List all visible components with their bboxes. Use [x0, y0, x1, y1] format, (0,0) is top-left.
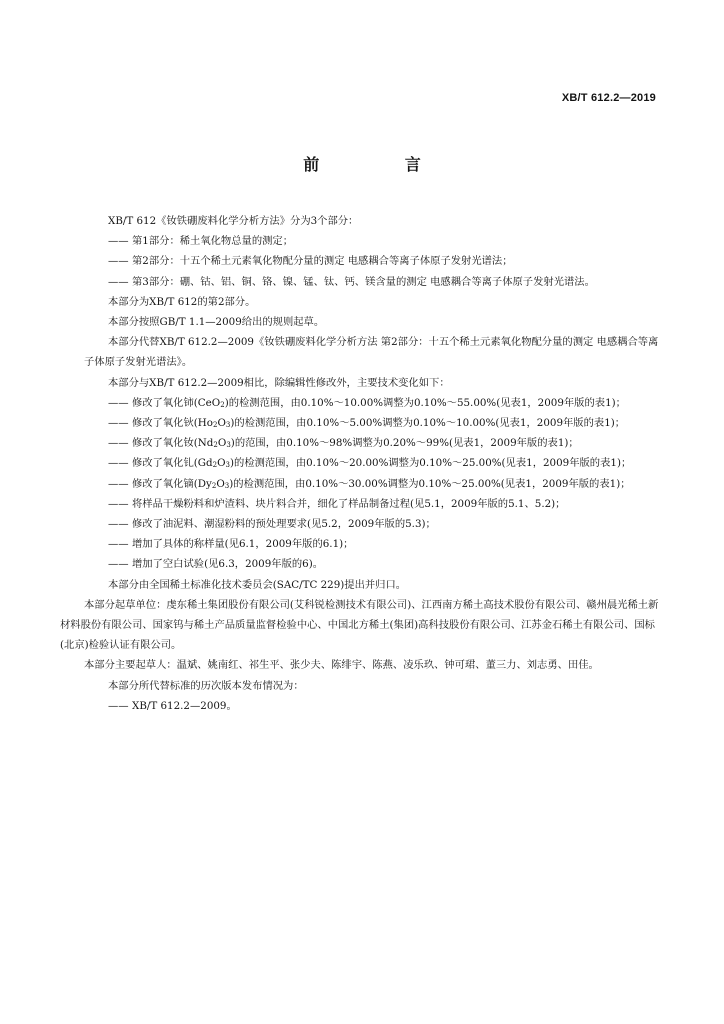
dash-marker: —— — [108, 477, 129, 490]
list-item — [84, 413, 659, 433]
list-item-text: 修改了油泥料、潮湿粉料的预处理要求(见5.2，2009年版的5.3)； — [132, 518, 436, 531]
list-item-text: 修改了氧化铈(CeO$_2$)的检测范围，由0.10%～10.00%调整为0.10%～55.00%(见表1，2009年版的表1)； — [132, 396, 626, 409]
paragraph: 本部分主要起草人：温斌、姚南红、祁生平、张少夫、陈绯宇、陈燕、凌乐玖、钟可珺、董三力、刘志勇、田佳。 — [84, 659, 599, 672]
dash-marker: —— — [108, 417, 129, 430]
list-item-text: 修改了氧化镝$(Dy_2O_3)$的检测范围，由0.10%～30.00%调整为0.10%～25.00%(见表1，2009年版的表1)； — [132, 477, 631, 490]
list-item-text: 第2部分：十五个稀土元素氧化物配分量的测定 电感耦合等离子体原子发射光谱法； — [132, 255, 513, 268]
list-item — [84, 696, 659, 716]
paragraph: XB/T 612《钕铁硼废料化学分析方法》分为3个部分： — [108, 215, 359, 227]
dash-marker: —— — [108, 497, 129, 510]
list-item — [84, 514, 659, 534]
list-item-text: 第1部分：稀土氧化物总量的测定； — [132, 235, 294, 248]
paragraph: 本部分为XB/T 612的第2部分。 — [108, 295, 256, 308]
page-title: 前 言 — [303, 155, 461, 174]
list-item — [84, 433, 659, 453]
list-item — [84, 534, 659, 554]
list-item-text: 增加了空白试验(见6.3，2009年版的6)。 — [132, 558, 324, 571]
paragraph: 本部分代替XB/T 612.2—2009《钕铁硼废料化学分析方法 第2部分：十五个稀土元素氧化物配分量的测定 电感耦合等离子体原子发射光谱法》。 — [84, 336, 659, 369]
list-item — [84, 251, 659, 271]
paragraph: 本部分按照GB/T 1.1—2009给出的规则起草。 — [108, 316, 325, 329]
standard-code: XB/T 612.2—2019 — [561, 92, 656, 104]
list-item — [84, 231, 659, 251]
dash-marker: —— — [108, 518, 129, 531]
dash-marker: —— — [108, 558, 129, 571]
list-item — [84, 453, 659, 473]
paragraph: 本部分起草单位：虔东稀土集团股份有限公司(艾科锐检测技术有限公司)、江西南方稀土高技术股份有限公司、赣州晨光稀土新材料股份有限公司、国家钨与稀土产品质量监督检验中心、中国北方稀土(集团)高科技股份有限公司、江苏金石稀土有限公司、国标(北京)检验认证有限公司。 — [60, 598, 659, 652]
dash-marker: —— — [108, 538, 129, 551]
dash-marker: —— — [108, 275, 129, 288]
dash-marker: —— — [108, 255, 129, 268]
list-item-text: 修改了氧化钆$(Gd_2O_3)$的检测范围，由0.10%～20.00%调整为0.10%～25.00%(见表1，2009年版的表1)； — [132, 457, 632, 470]
dash-marker: —— — [108, 437, 129, 450]
paragraph: 本部分由全国稀土标准化技术委员会(SAC/TC 229)提出并归口。 — [108, 578, 407, 591]
list-item — [84, 554, 659, 574]
list-item-text: 将样品干燥粉料和炉渣料、块片料合并，细化了样品制备过程(见5.1，2009年版的5.1、5.2)； — [132, 497, 566, 510]
list-item-text: 修改了氧化钬$(Ho_2O_3)$的检测范围，由0.10%～5.00%调整为0.10%～10.00%(见表1，2009年版的表1)； — [132, 417, 626, 430]
paragraph: 本部分所代替标准的历次版本发布情况为： — [108, 679, 304, 692]
foreword-body — [60, 211, 659, 716]
list-item-text: 第3部分：硼、钴、铝、铜、铬、镍、锰、钛、钙、镁含量的测定 电感耦合等离子体原子发射光谱法。 — [132, 275, 595, 288]
list-item — [84, 393, 659, 413]
paragraph: 本部分与XB/T 612.2—2009相比，除编辑性修改外，主要技术变化如下： — [108, 376, 450, 389]
list-item-text: 修改了氧化钕$(Nd_2O_3)$的范围，由0.10%～98%调整为0.20%～99%(见表1，2009年版的表1)； — [132, 437, 579, 450]
list-item-text: XB/T 612.2—2009。 — [132, 699, 237, 712]
list-item-text: 增加了具体的称样量(见6.1，2009年版的6.1)； — [132, 538, 354, 551]
list-item — [84, 272, 659, 292]
dash-marker: —— — [108, 235, 129, 248]
list-item — [84, 474, 659, 494]
dash-marker: —— — [108, 699, 129, 712]
dash-marker: —— — [108, 396, 129, 409]
list-item — [84, 494, 659, 514]
dash-marker: —— — [108, 457, 129, 470]
